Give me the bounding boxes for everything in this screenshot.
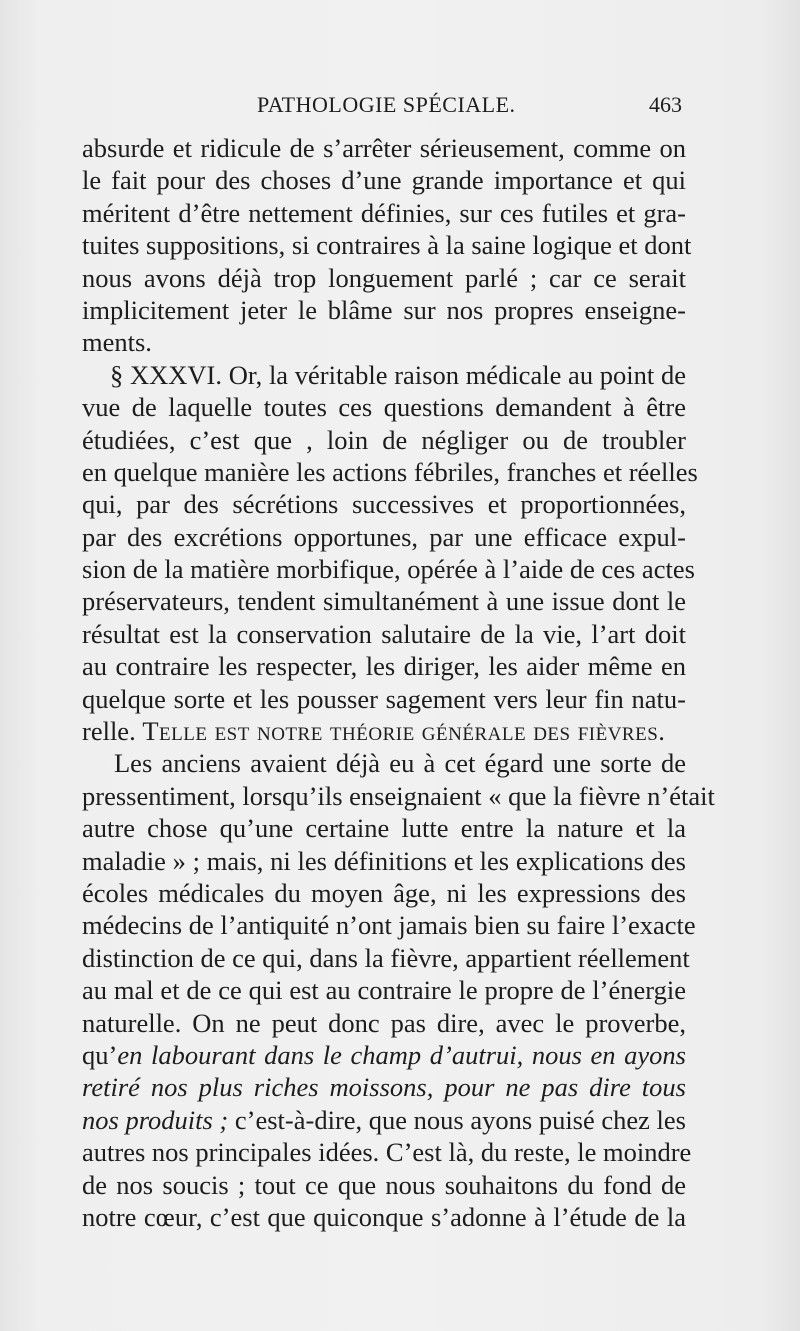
text-line: en quelque manière les actions fébriles, franches et réelles (82, 456, 698, 487)
text-line: de nos soucis ; tout ce que nous souhaitons du fond de (82, 1169, 686, 1200)
text-line: résultat est la conservation salutaire de la vie, l’art doit (82, 618, 686, 649)
section-heading-line: § XXXVI. Or, la véritable raison médicale au point de (110, 359, 686, 390)
text-line: par des excrétions opportunes, par une efficace expul- (82, 521, 686, 552)
text-line: maladie » ; mais, ni les définitions et les explications des (82, 845, 686, 876)
text-line: naturelle. On ne peut donc pas dire, avec le proverbe, (82, 1007, 686, 1038)
text-line: préservateurs, tendent simultanément à une issue dont le (82, 586, 686, 617)
italic-quote: en labourant dans le champ d’autrui, nous en ayons (117, 1039, 686, 1070)
body-text (82, 132, 715, 1233)
text-fragment: qu’ (82, 1039, 118, 1070)
text-line: Les anciens avaient déjà eu à cet égard une sorte de (114, 748, 686, 779)
text-line: qui, par des sécrétions successives et proportionnées, (82, 489, 686, 520)
text-line: au contraire les respecter, les diriger, les aider même en (82, 651, 686, 682)
text-line (82, 715, 686, 747)
running-title: PATHOLOGIE SPÉCIALE. (257, 92, 516, 117)
text-line: au mal et de ce qui est au contraire le propre de l’énergie (82, 975, 686, 1006)
text-line: absurde et ridicule de s’arrêter sérieusement, comme on (82, 133, 686, 163)
italic-quote: nos produits ; (82, 1104, 229, 1135)
text-line (82, 1071, 686, 1103)
text-line: notre cœur, c’est que quiconque s’adonne à l’étude de la (82, 1201, 686, 1232)
text-line: le fait pour des choses d’une grande importance et qui (82, 165, 686, 196)
text-line: étudiées, c’est que , loin de négliger ou de troubler (82, 424, 686, 455)
text-line: quelque sorte et les pousser sagement vers leur fin natu- (82, 683, 686, 714)
page-header (82, 92, 682, 122)
text-line: autres nos principales idées. C’est là, du reste, le moindre (82, 1137, 692, 1168)
page-number: 463 (649, 92, 682, 117)
text-line: écoles médicales du moyen âge, ni les expressions des (82, 877, 686, 908)
text-line: sion de la matière morbifique, opérée à l’aide de ces actes (82, 554, 695, 585)
text-line: nous avons déjà trop longuement parlé ; car ce serait (82, 262, 686, 293)
text-line: implicitement jeter le blâme sur nos propres enseigne- (82, 294, 686, 325)
text-line: pressentiment, lorsqu’ils enseignaient « que la fièvre n’était (82, 780, 715, 811)
text-line: tuites suppositions, si contraires à la saine logique et dont (82, 230, 692, 261)
text-line (82, 1039, 686, 1071)
small-caps-statement: Telle est notre théorie générale des fièvres. (142, 716, 666, 747)
italic-quote: retiré nos plus riches moissons, pour ne pas dire tous (82, 1072, 686, 1103)
text-line: autre chose qu’une certaine lutte entre la nature et la (82, 813, 686, 844)
text-line: ments. (82, 327, 152, 358)
text-line: médecins de l’antiquité n’ont jamais bien su faire l’exacte (82, 910, 696, 941)
text-line (82, 1104, 686, 1136)
text-line: vue de laquelle toutes ces questions demandent à être (82, 392, 686, 423)
text-line: méritent d’être nettement définies, sur ces futiles et gra- (82, 197, 686, 228)
text-fragment: relle. (82, 716, 136, 747)
text-fragment: c’est-à-dire, que nous ayons puisé chez les (228, 1104, 686, 1135)
text-line: distinction de ce qui, dans la fièvre, appartient réellement (82, 942, 690, 973)
